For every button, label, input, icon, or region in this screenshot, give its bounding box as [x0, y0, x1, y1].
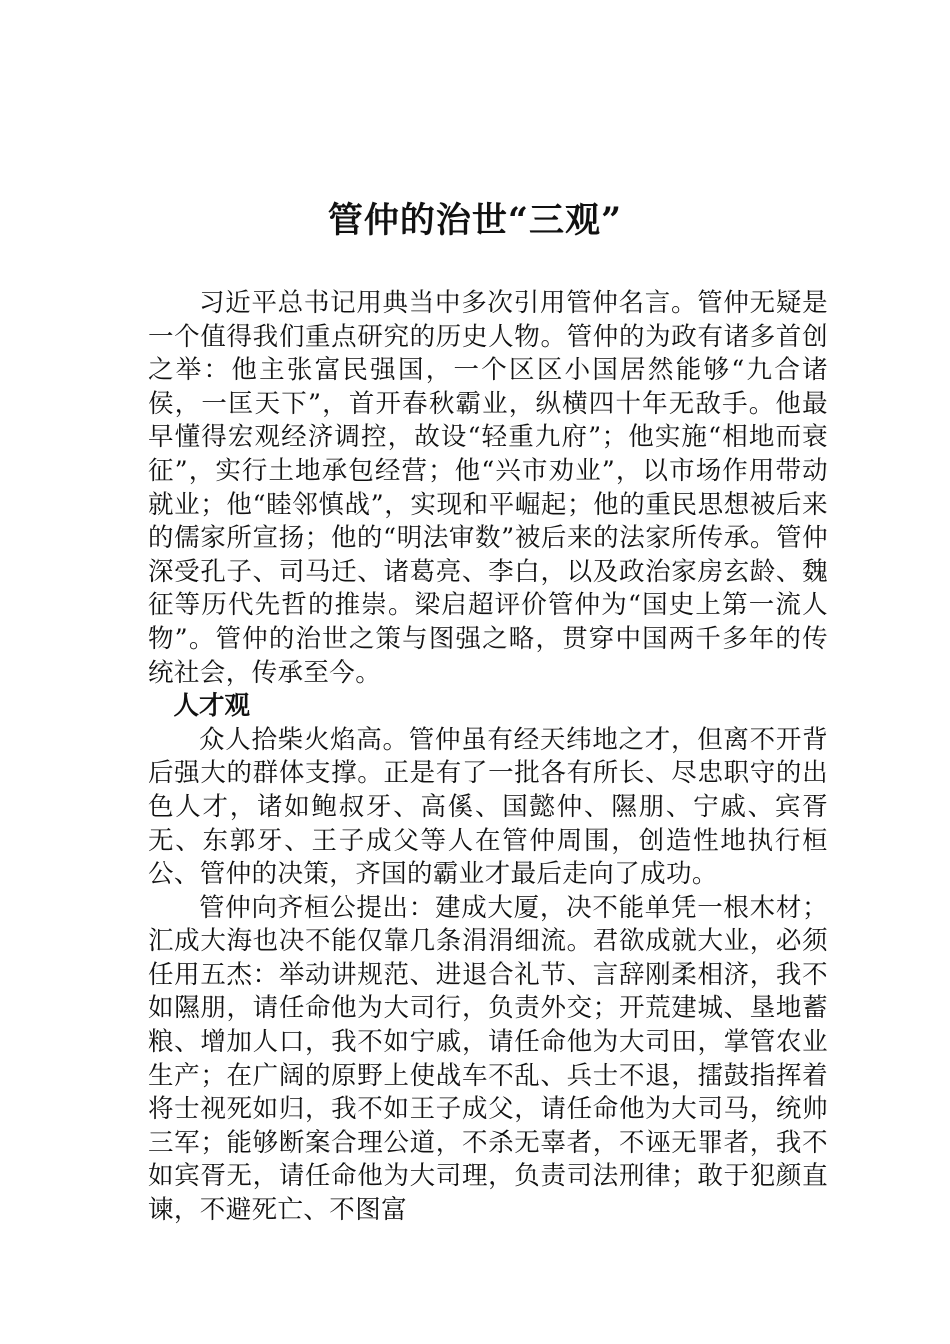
talent-paragraph-1: 众人拾柴火焰高。管仲虽有经天纬地之才，但离不开背后强大的群体支撑。正是有了一批各有所长、尽忠职守的出色人才，诸如鲍叔牙、高傒、国懿仲、隰朋、宁戚、宾胥无、东郭牙、王子成父等人在管仲周围，创造性地执行桓公、管仲的决策，齐国的霸业才最后走向了成功。 — [148, 724, 828, 890]
document-body — [148, 287, 828, 1228]
talent-paragraph-2: 管仲向齐桓公提出：建成大厦，决不能单凭一根木材；汇成大海也决不能仅靠几条涓涓细流。君欲成就大业，必须任用五杰：举动讲规范、进退合礼节、言辞刚柔相济，我不如隰朋，请任命他为大司行，负责外交；开荒建城、垦地蓄粮、增加人口，我不如宁戚，请任命他为大司田，掌管农业生产；在广阔的原野上使战车不乱、兵士不退，擂鼓指挥着将士视死如归，我不如王子成父，请任命他为大司马，统帅三军；能够断案合理公道，不杀无辜者，不诬无罪者，我不如宾胥无，请任命他为大司理，负责司法刑律；敢于犯颜直谏，不避死亡、不图富 — [148, 892, 828, 1226]
document-title: 管仲的治世“三观” — [327, 200, 623, 241]
intro-paragraph: 习近平总书记用典当中多次引用管仲名言。管仲无疑是一个值得我们重点研究的历史人物。管仲的为政有诸多首创之举：他主张富民强国，一个区区小国居然能够“九合诸侯，一匡天下”，首开春秋霸业，纵横四十年无敌手。他最早懂得宏观经济调控，故设“轻重九府”；他实施“相地而衰征”，实行土地承包经营；他“兴市劝业”，以市场作用带动就业；他“睦邻慎战”，实现和平崛起；他的重民思想被后来的儒家所宣扬；他的“明法审数”被后来的法家所传承。管仲深受孔子、司马迁、诸葛亮、李白，以及政治家房玄龄、魏征等历代先哲的推崇。梁启超评价管仲为“国史上第一流人物”。管仲的治世之策与图强之略，贯穿中国两千多年的传统社会，传承至今。 — [148, 288, 828, 688]
section-heading-talent: 人才观 — [173, 691, 251, 722]
